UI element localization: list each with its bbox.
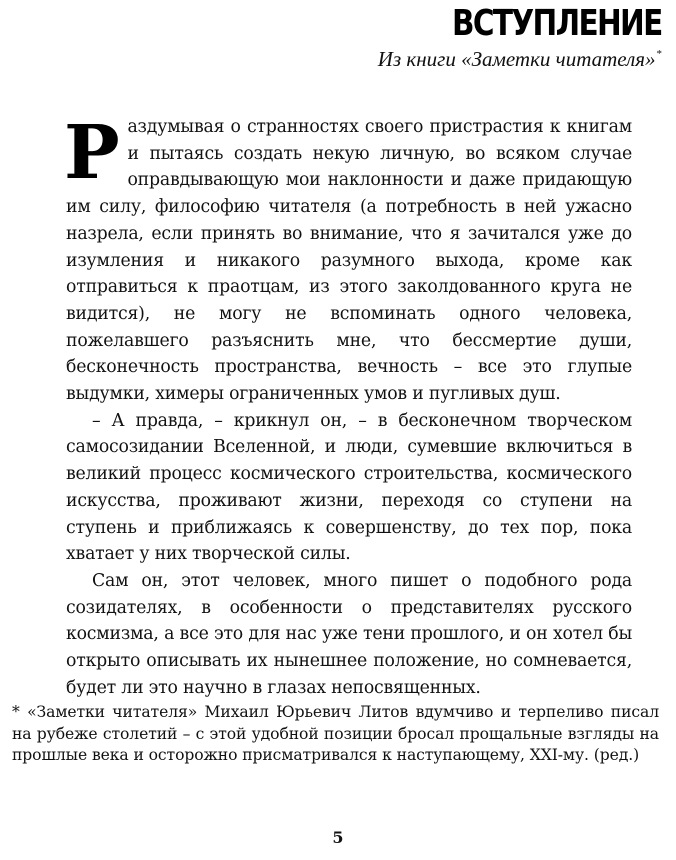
drop-cap: Р [64,110,120,196]
page-title: ВСТУПЛЕНИЕ [452,3,662,44]
paragraph [64,110,632,408]
main-text [64,110,632,701]
page-subtitle [378,47,662,72]
paragraph: – А правда, – крикнул он, – в бесконечном творческом самосозидании Вселенной, и люди, сумевшие включиться в великий процесс космического строительства, космического искусства, проживают жизни, переходя со ступени на ступень и приближаясь к совершенству, до тех пор, пока хватает у них творческой силы. [66,410,632,565]
paragraph-text: аздумывая о странностях своего пристрастия к книгам и пытаясь создать некую личную, во всяком случае оправдывающую мои наклонности и даже придающую им силу, философию читателя (а потребность в ней ужасно назрела, если принять во внимание, что я зачитался уже до изумления и никакого разумного выхода, кроме как отправиться к праотцам, из этого заколдованного круга не видится), не могу не вспоминать одного человека, пожелавшего разъяснить мне, что бессмертие души, бесконечность пространства, вечность – все это глупые выдумки, химеры ограниченных умов и пугливых душ. [66,117,632,405]
footnote-marker[interactable]: * [656,48,662,60]
footnote: * «Заметки читателя» Михаил Юрьевич Литов вдумчиво и терпеливо писал на рубеже столетий – с этой удобной позиции бросал прощальные взгляды на прошлые века и осторожно присматривался к наступающему, XXI-му. (ред.) [12,703,659,764]
paragraph: Сам он, этот человек, много пишет о подобного рода созидателях, в особенности о представителях русского космизма, а все это для нас уже тени прошлого, и он хотел бы открыто описывать их нынешнее положение, но сомневается, будет ли это научно в глазах непосвященных. [66,570,632,698]
page-number: 5 [332,828,344,847]
subtitle-text: Из книги «Заметки читателя» [377,47,656,71]
